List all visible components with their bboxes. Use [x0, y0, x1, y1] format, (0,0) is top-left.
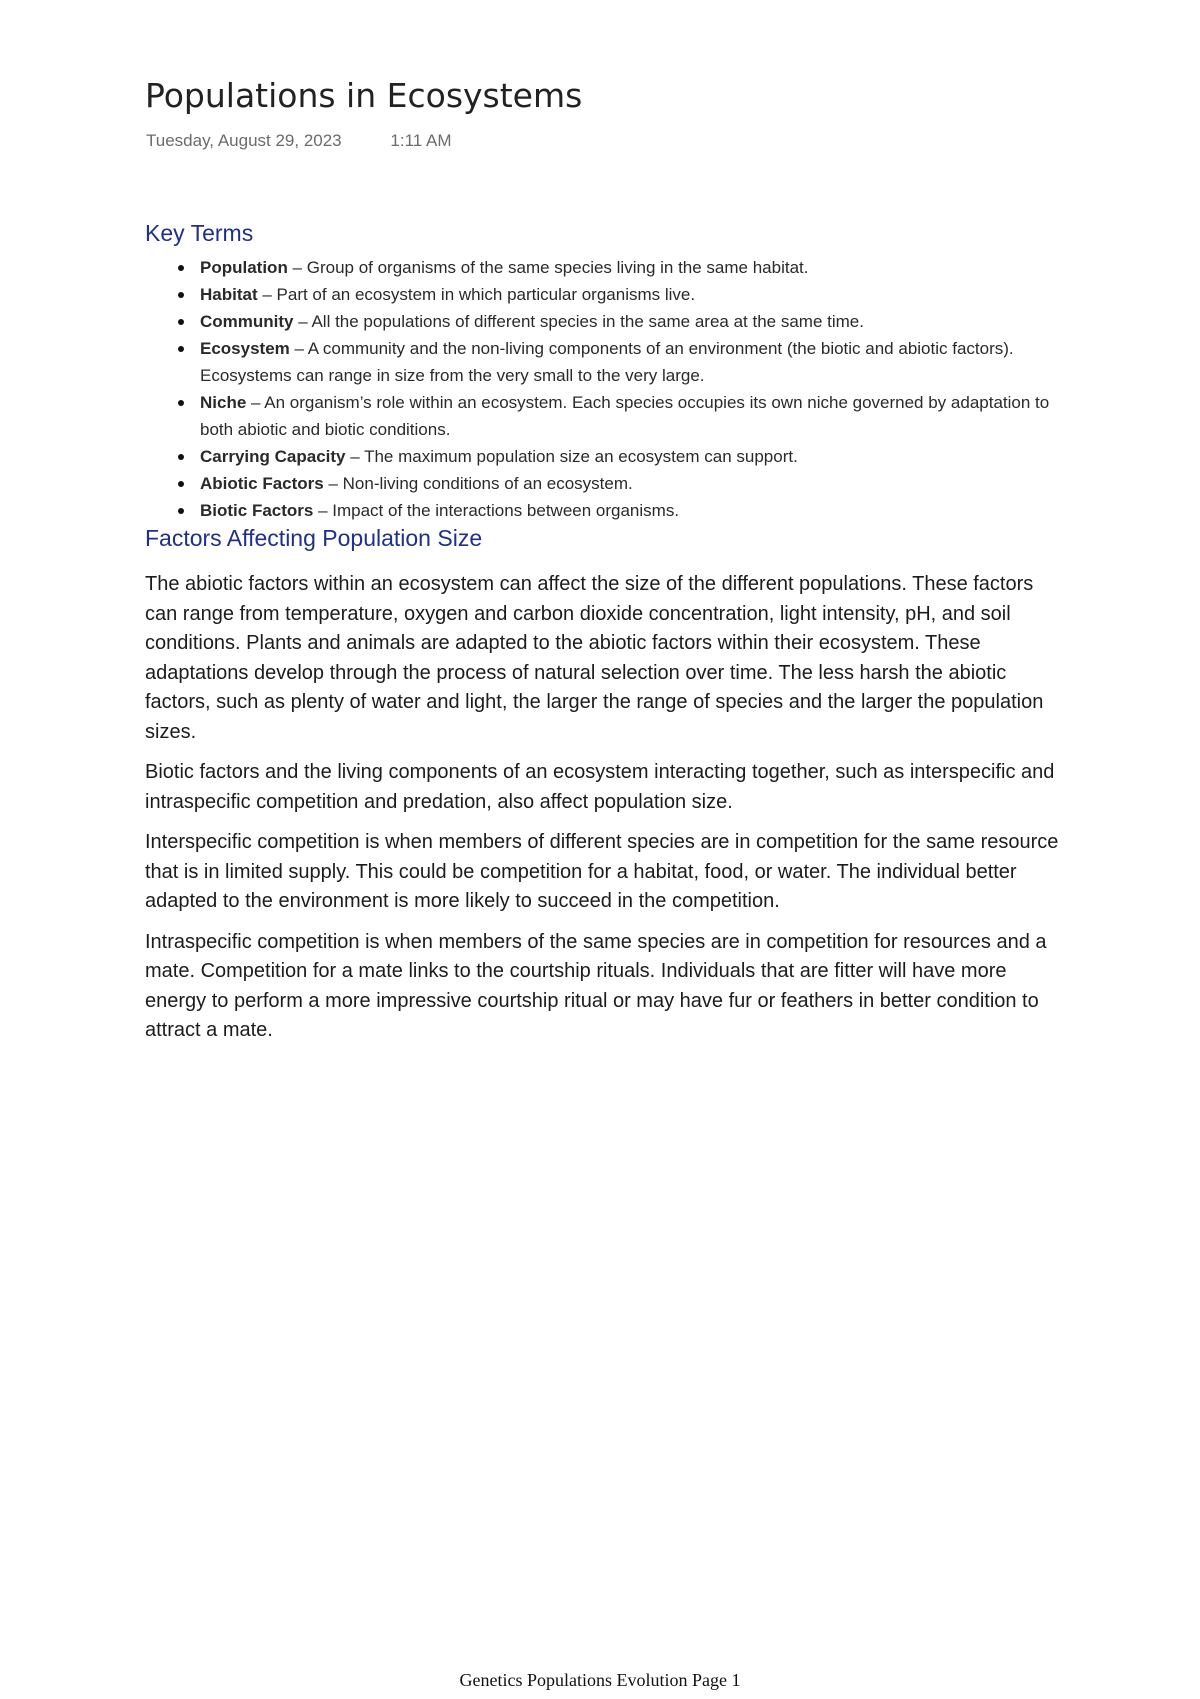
term-name: Carrying Capacity: [200, 447, 346, 466]
term-definition: – An organism’s role within an ecosystem. Each species occupies its own niche governed by adaptation to both abiotic and biotic conditions.: [200, 393, 1050, 439]
paragraph-interspecific: Interspecific competition is when members of different species are in competition for the same resource that is in limited supply. This could be competition for a habitat, food, or water. The individual better adapted to the environment is more likely to succeed in the competition.: [145, 831, 1059, 912]
paragraph-intraspecific: Intraspecific competition is when members of the same species are in competition for resources and a mate. Competition for a mate links to the courtship rituals. Individuals that are fitter will have more energy to perform a more impressive courtship ritual or may have fur or feathers in better condition to attract a mate.: [145, 930, 1047, 1041]
term-name: Habitat: [200, 285, 258, 304]
list-item: [200, 308, 1080, 335]
term-definition: – The maximum population size an ecosystem can support.: [345, 447, 798, 466]
term-name: Biotic Factors: [200, 501, 314, 520]
page-footer: Genetics Populations Evolution Page 1: [459, 1670, 741, 1690]
list-item: [200, 443, 1080, 470]
factors-heading: Factors Affecting Population Size: [145, 525, 483, 551]
term-definition: – Non-living conditions of an ecosystem.: [323, 474, 633, 493]
list-item: [200, 335, 1080, 389]
paragraph-abiotic: The abiotic factors within an ecosystem can affect the size of the different populations. These factors can range from temperature, oxygen and carbon dioxide concentration, light intensity, pH, and soil conditions. Plants and animals are adapted to the abiotic factors within their ecosystem. These adaptations develop through the process of natural selection over time. The less harsh the abiotic factors, such as plenty of water and light, the larger the range of species and the larger the population sizes.: [145, 573, 1044, 743]
page-timestamp: [146, 131, 452, 151]
term-name: Community: [200, 312, 294, 331]
term-name: Population: [200, 258, 288, 277]
list-item: [200, 281, 1080, 308]
page-title: Populations in Ecosystems: [145, 76, 583, 115]
list-item: [200, 254, 1080, 281]
term-name: Abiotic Factors: [200, 474, 324, 493]
term-definition: – All the populations of different species in the same area at the same time.: [293, 312, 864, 331]
list-item: [200, 497, 1080, 524]
term-name: Ecosystem: [200, 339, 290, 358]
term-name: Niche: [200, 393, 247, 412]
term-definition: – Impact of the interactions between organisms.: [313, 501, 680, 520]
paragraph-biotic: Biotic factors and the living components of an ecosystem interacting together, such as interspecific and intraspecific competition and predation, also affect population size.: [145, 761, 1055, 813]
key-terms-list: [200, 254, 1080, 524]
factors-body: [145, 570, 1070, 1057]
page-time: 1:11 AM: [390, 131, 452, 150]
page-date: Tuesday, August 29, 2023: [146, 131, 342, 150]
term-definition: – Group of organisms of the same species living in the same habitat.: [287, 258, 809, 277]
list-item: [200, 389, 1080, 443]
list-item: [200, 470, 1080, 497]
term-definition: – Part of an ecosystem in which particular organisms live.: [257, 285, 696, 304]
key-terms-heading: Key Terms: [145, 220, 254, 246]
term-definition: – A community and the non-living components of an environment (the biotic and abiotic factors). Ecosystems can range in size from the very small to the very large.: [200, 339, 1014, 385]
